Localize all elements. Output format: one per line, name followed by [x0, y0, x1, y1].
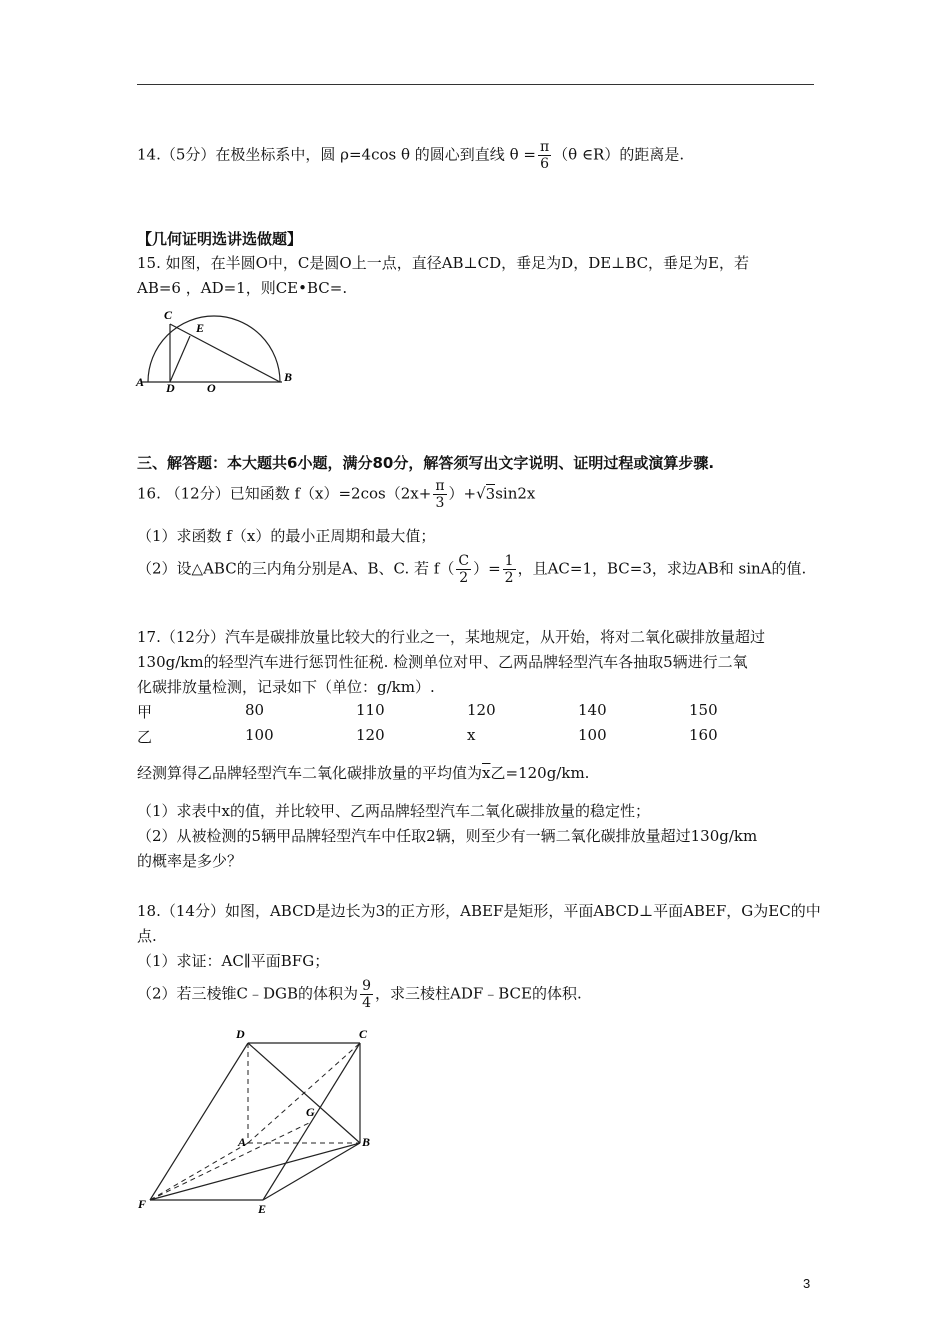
q18-line2: 点.: [137, 927, 157, 945]
label-a: A: [238, 1135, 247, 1149]
question-14: [137, 139, 684, 172]
q14-text-end: （θ ∈R）的距离是.: [553, 145, 685, 164]
geometry-section-header: 【几何证明选讲选做题】: [137, 230, 303, 248]
label-f: F: [138, 1197, 147, 1211]
q17-part2b: 的概率是多少？: [137, 852, 243, 870]
label-g: G: [306, 1105, 315, 1119]
q14-text: 14.（5分）在极坐标系中，圆 ρ=4cos θ 的圆心到直线 θ =: [137, 145, 536, 164]
q18-line1: 18.（14分）如图，ABCD是边长为3的正方形，ABEF是矩形，平面ABCD⊥平面ABEF，G为EC的中: [137, 902, 821, 920]
q16-fraction: $\frac{\pi}{3}$: [435, 478, 445, 511]
q15-line1: 15. 如图，在半圆O中，C是圆O上一点，直径AB⊥CD，垂足为D，DE⊥BC，垂足为E，若: [137, 254, 749, 272]
label-e: E: [196, 321, 205, 335]
q18-part1: （1）求证：AC∥平面BFG；: [137, 952, 330, 970]
label-d: D: [236, 1027, 245, 1041]
label-b: B: [284, 370, 293, 384]
q17-line1: 17.（12分）汽车是碳排放量比较大的行业之一，某地规定，从开始，将对二氧化碳排放量超过: [137, 628, 765, 646]
q17-mean-line: 经测算得乙品牌轻型汽车二氧化碳排放量的平均值为$\overline{x}$乙=120g/km.: [137, 764, 590, 782]
header-rule: [137, 84, 814, 85]
q15-line2: AB=6 ，AD=1，则CE•BC=.: [137, 279, 348, 297]
label-c: C: [164, 308, 173, 322]
q16-part2: （2）设△ABC的三内角分别是A、B、C. 若 f（ $\frac{C}{2}$ ）= $\frac{1}{2}$ ，且AC=1，BC=3，求边AB和 sinA的值.: [137, 553, 807, 586]
q18-part2: （2）若三棱锥C﹣DGB的体积为 $\frac{9}{4}$ ，求三棱柱ADF﹣BCE的体积.: [137, 978, 582, 1011]
q17-part1: （1）求表中x的值，并比较甲、乙两品牌轻型汽车二氧化碳排放量的稳定性；: [137, 802, 651, 820]
label-a: A: [136, 375, 145, 389]
label-d: D: [166, 381, 175, 395]
q17-line2: 130g/km的轻型汽车进行惩罚性征税. 检测单位对甲、乙两品牌轻型汽车各抽取5辆进行二氧: [137, 653, 748, 671]
q17-part2a: （2）从被检测的5辆甲品牌轻型汽车中任取2辆，则至少有一辆二氧化碳排放量超过130g/km: [137, 827, 758, 845]
label-e: E: [258, 1202, 267, 1216]
label-o: O: [207, 381, 216, 395]
label-c: C: [359, 1027, 368, 1041]
label-b: B: [362, 1135, 371, 1149]
prism-figure: [130, 1022, 380, 1222]
section-3-header: 三、解答题：本大题共6小题，满分80分，解答须写出文字说明、证明过程或演算步骤.: [137, 454, 715, 472]
page-number: 3: [803, 1276, 811, 1291]
q16-part1: （1）求函数 f（x）的最小正周期和最大值；: [137, 527, 436, 545]
q17-line3: 化碳排放量检测，记录如下（单位：g/km）.: [137, 678, 435, 696]
semicircle-figure: [130, 305, 300, 395]
question-16: 16. （12分）已知函数 f（x）=2cos（2x+ $\frac{\pi}{3}$ ）+√3sin2x: [137, 478, 536, 511]
q14-fraction: $\frac{\pi}{6}$: [539, 139, 550, 172]
